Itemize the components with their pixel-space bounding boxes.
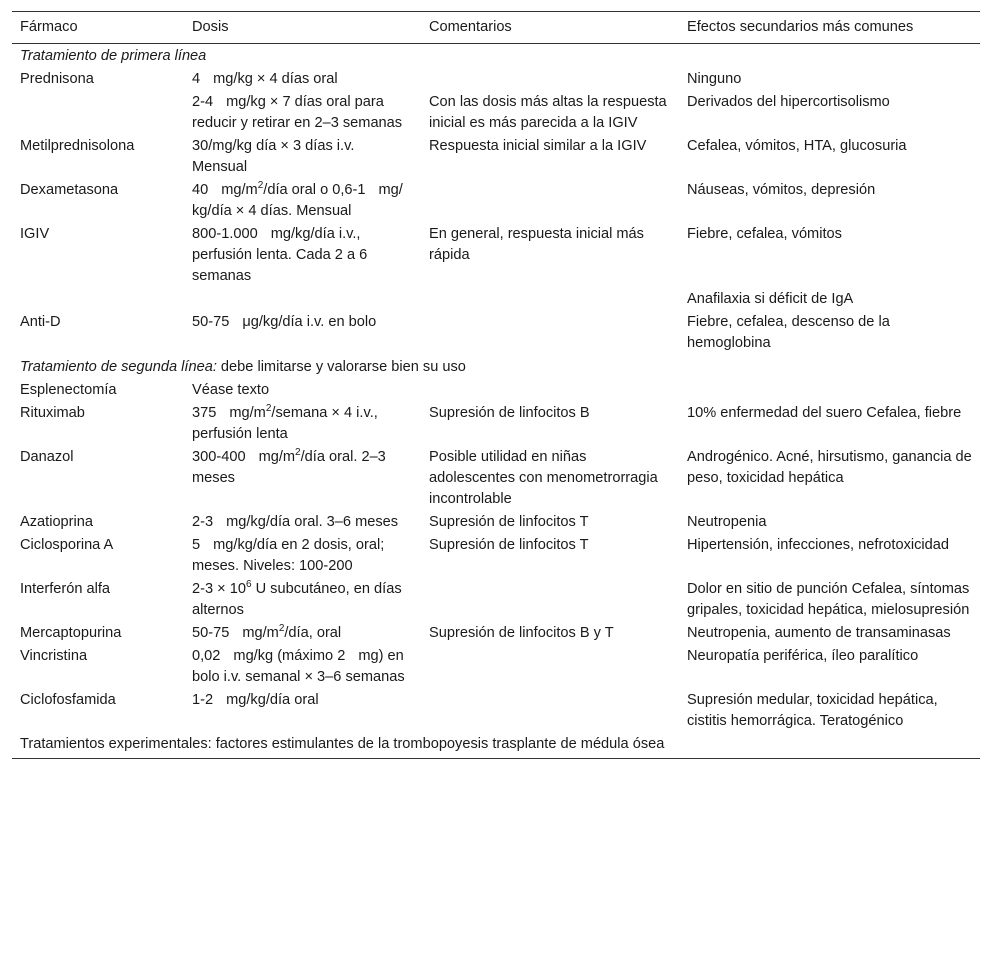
cell-effects: Náuseas, vómitos, depresión: [687, 182, 876, 198]
cell-drug: Azatioprina: [20, 514, 94, 530]
cell-drug: IGIV: [20, 226, 50, 242]
table-row: [12, 645, 980, 689]
table-row: [12, 288, 980, 311]
footer-row: [12, 733, 980, 759]
cell-effects: Derivados del hipercortisolismo: [687, 94, 890, 110]
cell-effects: Neuropatía periférica, íleo paralítico: [687, 648, 919, 664]
cell-drug: Danazol: [20, 449, 74, 465]
cell-dose: 4 mg/kg × 4 días oral: [192, 71, 338, 87]
cell-comment: Con las dosis más altas la respuesta inicial es más parecida a la IGIV: [429, 94, 667, 131]
cell-comment: [421, 179, 679, 223]
header-comentarios: Comentarios: [429, 19, 512, 35]
cell-dose: [184, 288, 421, 311]
cell-comment: Supresión de linfocitos T: [429, 537, 589, 553]
cell-comment: En general, respuesta inicial más rápida: [429, 226, 644, 263]
header-row: [12, 12, 980, 44]
cell-effects: Supresión medular, toxicidad hepática, cistitis hemorrágica. Teratogénico: [687, 692, 938, 729]
cell-effects: Cefalea, vómitos, HTA, glucosuria: [687, 138, 907, 154]
cell-dose: 2-3 mg/kg/día oral. 3–6 meses: [192, 514, 399, 530]
table-row: [12, 689, 980, 733]
cell-comment: [421, 379, 679, 402]
cell-comment: Respuesta inicial similar a la IGIV: [429, 138, 647, 154]
header-efectos: Efectos secundarios más comunes: [687, 19, 914, 35]
cell-comment: Supresión de linfocitos B: [429, 405, 590, 421]
cell-comment: [421, 645, 679, 689]
footer-note: Tratamientos experimentales: factores estimulantes de la trombopoyesis trasplante de médula ósea: [20, 736, 665, 752]
cell-drug: [12, 288, 184, 311]
cell-effects: Ninguno: [687, 71, 742, 87]
cell-drug: Anti-D: [20, 314, 61, 330]
cell-comment: [421, 288, 679, 311]
table-row: [12, 311, 980, 355]
table-row: [12, 402, 980, 446]
cell-dose: 30/mg/kg día × 3 días i.v. Mensual: [192, 138, 355, 175]
cell-dose: 50-75 μg/kg/día i.v. en bolo: [192, 314, 377, 330]
table-container: [12, 11, 980, 759]
cell-drug: Vincristina: [20, 648, 88, 664]
table-row: [12, 578, 980, 622]
cell-drug: [12, 91, 184, 135]
cell-drug: Esplenectomía: [20, 382, 117, 398]
cell-dose: 40 $mg/m^2$/día oral o 0,6-1 mg/ kg/día × 4 días. Mensual: [192, 180, 403, 219]
table-row: [12, 446, 980, 511]
cell-comment: [421, 689, 679, 733]
cell-comment: Posible utilidad en niñas adolescentes con menometrorragia incontrolable: [429, 449, 658, 507]
cell-drug: Dexametasona: [20, 182, 119, 198]
cell-dose: 300-400 $mg/m^2$/día oral. 2–3 meses: [192, 447, 386, 486]
header-farmaco: Fármaco: [20, 19, 78, 35]
cell-effects: Fiebre, cefalea, vómitos: [687, 226, 842, 242]
cell-comment: Supresión de linfocitos B y T: [429, 625, 614, 641]
cell-effects: [679, 379, 980, 402]
cell-dose: 5 mg/kg/día en 2 dosis, oral; meses. Niveles: 100-200: [192, 537, 385, 574]
cell-effects: Androgénico. Acné, hirsutismo, ganancia de peso, toxicidad hepática: [687, 449, 972, 486]
cell-comment: [421, 578, 679, 622]
cell-dose: 1-2 mg/kg/día oral: [192, 692, 319, 708]
section-title: Tratamiento de segunda línea:: [20, 359, 217, 375]
cell-drug: Interferón alfa: [20, 581, 111, 597]
cell-dose: 2-4 mg/kg × 7 días oral para reducir y retirar en 2–3 semanas: [192, 94, 403, 131]
header-dosis: Dosis: [192, 19, 229, 35]
cell-effects: 10% enfermedad del suero Cefalea, fiebre: [687, 405, 962, 421]
treatment-table: [12, 11, 980, 759]
table-row: [12, 379, 980, 402]
table-row: [12, 534, 980, 578]
cell-dose: Véase texto: [192, 382, 270, 398]
section-second-line: [12, 355, 980, 379]
table-row: [12, 91, 980, 135]
cell-drug: Mercaptopurina: [20, 625, 122, 641]
cell-dose: 50-75 $mg/m^2$/día, oral: [192, 623, 342, 641]
cell-comment: Supresión de linfocitos T: [429, 514, 589, 530]
cell-drug: Metilprednisolona: [20, 138, 135, 154]
section-title: Tratamiento de primera línea: [20, 48, 207, 64]
table-row: [12, 179, 980, 223]
cell-comment: [421, 311, 679, 355]
cell-dose: 800-1.000 mg/kg/día i.v., perfusión lenta. Cada 2 a 6 semanas: [192, 226, 368, 284]
cell-effects: Neutropenia, aumento de transaminasas: [687, 625, 951, 641]
cell-effects: Hipertensión, infecciones, nefrotoxicidad: [687, 537, 950, 553]
table-row: [12, 511, 980, 534]
cell-drug: Ciclosporina A: [20, 537, 114, 553]
cell-drug: Ciclofosfamida: [20, 692, 116, 708]
cell-dose: 0,02 mg/kg (máximo 2 mg) en bolo i.v. semanal × 3–6 semanas: [192, 648, 405, 685]
cell-effects: Anafilaxia si déficit de IgA: [687, 291, 854, 307]
section-note: debe limitarse y valorarse bien su uso: [216, 359, 466, 375]
cell-comment: [421, 68, 679, 91]
table-row: [12, 68, 980, 91]
table-row: [12, 223, 980, 288]
cell-drug: Prednisona: [20, 71, 94, 87]
cell-drug: Rituximab: [20, 405, 85, 421]
cell-effects: Dolor en sitio de punción Cefalea, síntomas gripales, toxicidad hepática, mielosupresión: [687, 581, 970, 618]
cell-dose: $2-3 \times 10^6$ U subcutáneo, en días alternos: [192, 579, 402, 618]
cell-effects: Fiebre, cefalea, descenso de la hemoglobina: [687, 314, 890, 351]
cell-dose: 375 $mg/m^2$/semana × 4 i.v., perfusión lenta: [192, 403, 378, 442]
section-first-line: [12, 44, 980, 69]
table-row: [12, 622, 980, 645]
table-row: [12, 135, 980, 179]
cell-effects: Neutropenia: [687, 514, 767, 530]
